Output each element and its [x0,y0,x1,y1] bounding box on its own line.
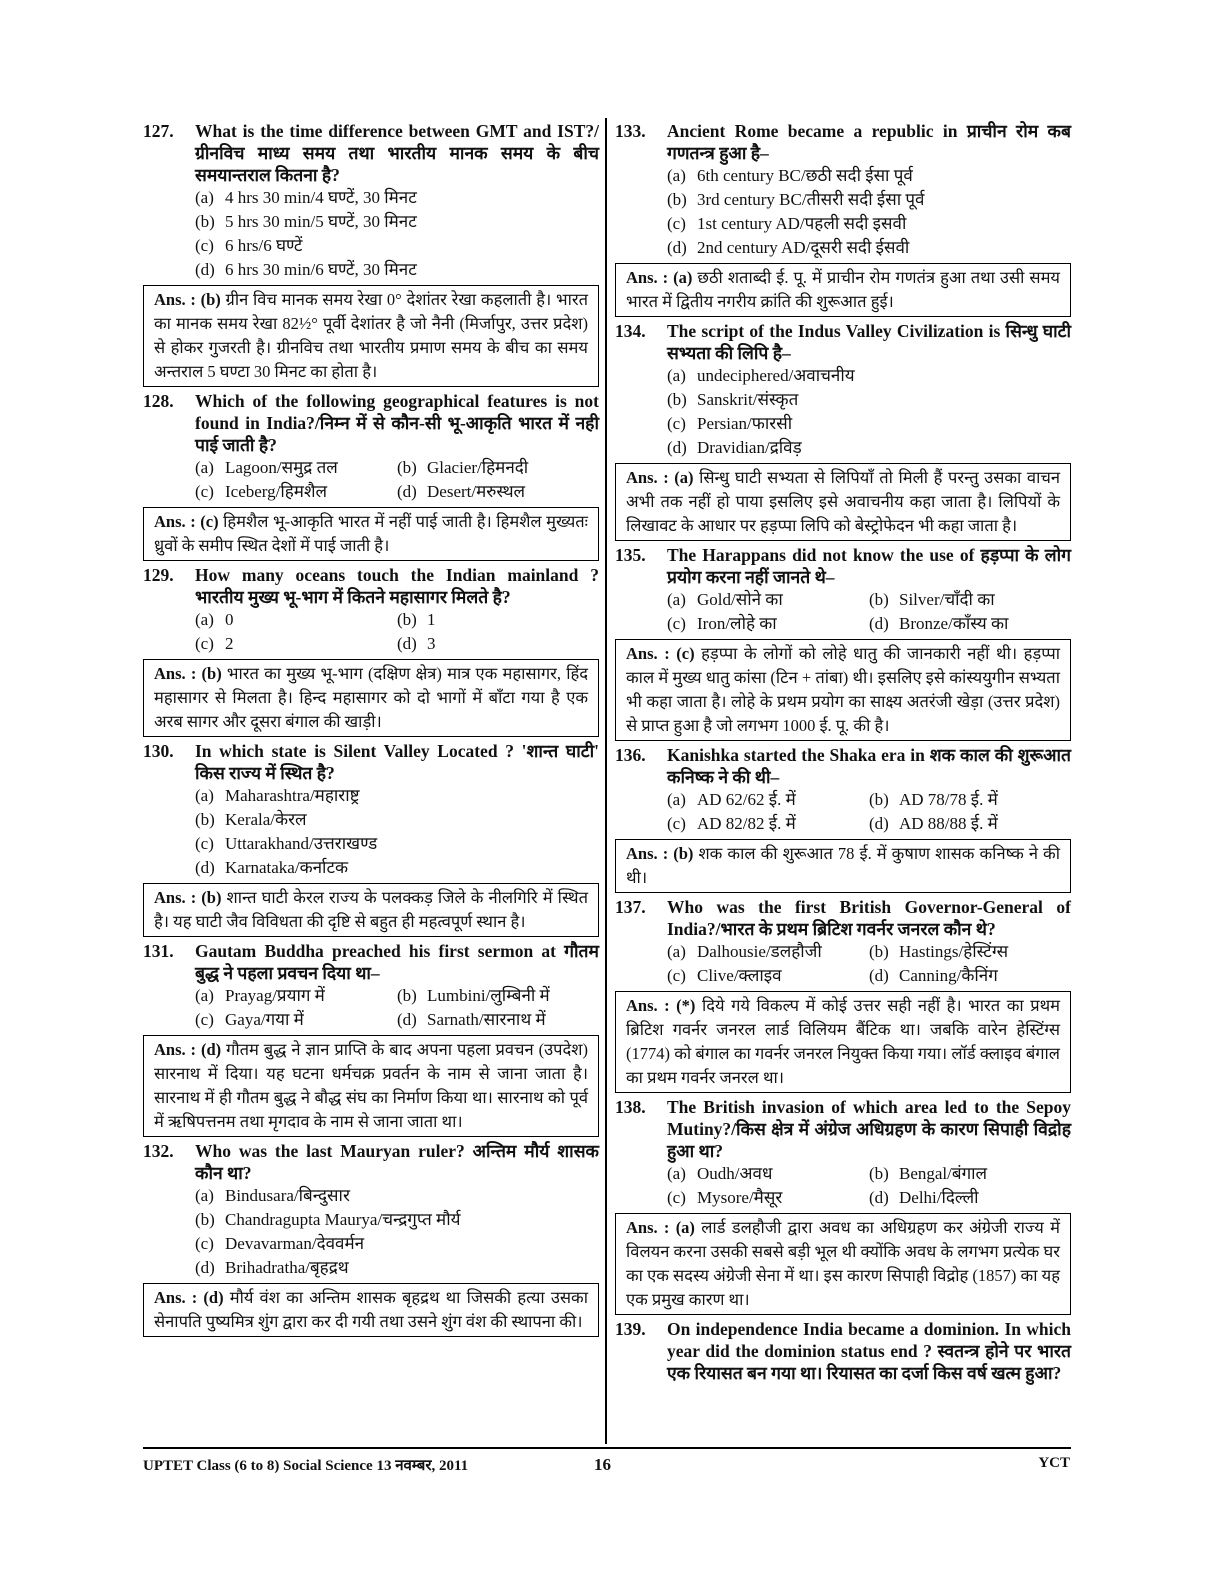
answer-label: Ans. : (c) [154,512,219,531]
option-text: Bengal/बंगाल [899,1164,988,1183]
option-row [195,608,599,632]
option-letter: (a) [667,590,686,609]
option-text: 3rd century BC/तीसरी सदी ईसा पूर्व [697,190,925,209]
question-number: 136. [615,745,646,765]
question-text: How many oceans touch the Indian mainland ? भारतीय मुख्य भू-भाग में कितने महासागर मिलते है? [195,565,599,607]
question-text: Ancient Rome became a republic in प्राचीन रोम कब गणतन्त्र हुआ है– [667,121,1071,163]
option-text: 6 hrs/6 घण्टें [225,236,303,255]
option-text: AD 62/62 ई. में [697,790,796,809]
question-text: Gautam Buddha preached his first sermon at गौतम बुद्ध ने पहला प्रवचन दिया था– [195,941,599,983]
question-text: Kanishka started the Shaka era in शक काल की शुरूआत कनिष्क ने की थी– [667,745,1071,787]
answer-explanation: हिमशैल भू-आकृति भारत में नहीं पाई जाती है। हिमशैल मुख्यतः ध्रुवों के समीप स्थित देशों में पाई जाती है। [154,512,588,555]
option-letter: (b) [667,190,687,209]
option-letter: (b) [869,790,889,809]
answer-label: Ans. : (b) [154,664,222,683]
answer-explanation: दिये गये विकल्प में कोई उत्तर सही नहीं है। भारत का प्रथम ब्रिटिश गवर्नर जनरल लार्ड विलियम बैंटिक था। जबकि वारेन हेस्टिंग्स (1774) को बंगाल का गवर्नर जनरल नियुक्त किया गया। लॉर्ड क्लाइव बंगाल का प्रथम गवर्नर जनरल था। [626,996,1060,1087]
question-number: 129. [143,565,174,585]
option [397,632,599,656]
option-letter: (a) [195,986,214,1005]
option [667,964,869,988]
option-letter: (d) [869,814,889,833]
page-number: 16 [594,1455,611,1474]
option-row [667,812,1071,836]
answer-box [615,1213,1071,1315]
option-letter: (d) [667,438,687,457]
answer-explanation: गौतम बुद्ध ने ज्ञान प्राप्ति के बाद अपना पहला प्रवचन (उपदेश) सारनाथ में दिया। यह घटना धर्मचक्र प्रवर्तन के नाम से जाना जाता है। सारनाथ में ही गौतम बुद्ध ने बौद्ध संघ का निर्माण किया था। सारनाथ को पूर्व में ऋषिपत्तनम तथा मृगदाव के नाम से जाना जाता था। [154,1040,588,1131]
option-letter: (a) [195,786,214,805]
question-number: 127. [143,121,174,141]
option-letter: (b) [667,390,687,409]
option [397,984,599,1008]
answer-label: Ans. : (a) [626,268,693,287]
question [615,544,1071,588]
answer-label: Ans. : (*) [626,996,696,1015]
option-letter: (d) [195,1258,215,1277]
option [195,1184,599,1208]
option [195,784,599,808]
answer-box [143,659,599,737]
option [667,1186,869,1210]
option [869,812,1071,836]
option [195,1208,599,1232]
answer-label: Ans. : (c) [626,644,695,663]
option-row [667,788,1071,812]
answer-box [143,1283,599,1337]
option-text: Lagoon/समुद्र तल [225,458,338,477]
option [195,984,397,1008]
option [195,234,599,258]
footer-publisher: YCT [1038,1455,1070,1471]
option [869,588,1071,612]
option-letter: (c) [195,634,214,653]
option-text: Dravidian/द्रविड़ [697,438,802,457]
question [615,896,1071,940]
question-number: 135. [615,545,646,565]
option [869,612,1071,636]
option-letter: (d) [869,614,889,633]
option-text: undeciphered/अवाचनीय [697,366,855,385]
option-letter: (a) [667,1164,686,1183]
option [195,456,397,480]
option-text: 6th century BC/छठी सदी ईसा पूर्व [697,166,913,185]
option [397,456,599,480]
answer-label: Ans. : (d) [154,1288,224,1307]
question-text: In which state is Silent Valley Located ? 'शान्त घाटी' किस राज्य में स्थित है? [195,741,599,783]
option [195,258,599,282]
option-row [195,984,599,1008]
option [667,212,1071,236]
option-letter: (c) [195,1234,214,1253]
answer-explanation: शान्त घाटी केरल राज्य के पलक्कड़ जिले के नीलगिरि में स्थित है। यह घाटी जैव विविधता की दृष्टि से बहुत ही महत्वपूर्ण स्थान है। [154,888,588,931]
option [667,188,1071,212]
option [667,812,869,836]
option-text: 5 hrs 30 min/5 घण्टें, 30 मिनट [225,212,417,231]
option-letter: (c) [667,614,686,633]
option [667,436,1071,460]
option-letter: (c) [195,834,214,853]
option [195,480,397,504]
option-letter: (a) [195,610,214,629]
option [195,186,599,210]
option [667,412,1071,436]
option-text: Maharashtra/महाराष्ट्र [225,786,360,805]
question-number: 138. [615,1097,646,1117]
option [667,364,1071,388]
option-text: 0 [225,610,234,629]
question [143,564,599,608]
question-text: What is the time difference between GMT and IST?/ग्रीनविच माध्य समय तथा भारतीय मानक समय के बीच समयान्तराल कितना है? [195,121,599,185]
option-letter: (d) [397,634,417,653]
option [195,608,397,632]
answer-box [143,883,599,937]
option-letter: (b) [397,610,417,629]
options [667,788,1071,836]
option-text: 3 [427,634,436,653]
option [869,788,1071,812]
option-letter: (a) [667,166,686,185]
option-row [667,612,1071,636]
question-text: The Harappans did not know the use of हड़प्पा के लोग प्रयोग करना नहीं जानते थे– [667,545,1071,587]
option-text: Uttarakhand/उत्तराखण्ड [225,834,378,853]
answer-explanation: मौर्य वंश का अन्तिम शासक बृहद्रथ था जिसकी हत्या उसका सेनापति पुष्यमित्र शुंग द्वारा कर दी गयी तथा उसने शुंग वंश की स्थापना की। [154,1288,588,1331]
question-text: On independence India became a dominion. In which year did the dominion status end ? स्वतन्त्र होने पर भारत एक रियासत बन गया था। रियासत का दर्जा किस वर्ष खत्म हुआ? [667,1319,1071,1383]
option-letter: (b) [869,590,889,609]
option [195,210,599,234]
answer-box [615,263,1071,317]
option-letter: (d) [397,482,417,501]
option-text: 4 hrs 30 min/4 घण्टें, 30 मिनट [225,188,417,207]
option-text: Gold/सोने का [697,590,783,609]
question-number: 128. [143,391,174,411]
answer-explanation: शक काल की शुरूआत 78 ई. में कुषाण शासक कनिष्क ने की थी। [626,844,1060,887]
question-text: Who was the last Mauryan ruler? अन्तिम मौर्य शासक कौन था? [195,1141,599,1183]
question [143,120,599,186]
option-letter: (b) [195,1210,215,1229]
option [667,388,1071,412]
option-letter: (a) [667,790,686,809]
option [195,832,599,856]
question [615,1096,1071,1162]
option [195,856,599,880]
option-text: 2 [225,634,234,653]
option-text: Sarnath/सारनाथ में [427,1010,546,1029]
option [667,588,869,612]
option [667,612,869,636]
question-number: 131. [143,941,174,961]
option [195,1256,599,1280]
option [195,1008,397,1032]
option-letter: (c) [667,966,686,985]
option [397,608,599,632]
question-number: 132. [143,1141,174,1161]
options [667,940,1071,988]
question [143,1140,599,1184]
options [667,164,1071,260]
option-letter: (b) [195,810,215,829]
option-text: Bindusara/बिन्दुसार [225,1186,350,1205]
question-number: 139. [615,1319,646,1339]
answer-label: Ans. : (b) [626,844,694,863]
option [397,1008,599,1032]
option [667,788,869,812]
answer-box [615,463,1071,541]
option-text: Bronze/काँस्य का [899,614,1009,633]
answer-explanation: ग्रीन विच मानक समय रेखा 0° देशांतर रेखा कहलाती है। भारत का मानक समय रेखा 82½° पूर्वी देशांतर है जो नैनी (मिर्जापुर, उत्तर प्रदेश) से होकर गुजरती है। ग्रीनविच तथा भारतीय प्रमाण समय के बीच का समय अन्तराल 5 घण्टा 30 मिनट का होता है। [154,290,588,381]
option-letter: (d) [667,238,687,257]
option-letter: (b) [869,1164,889,1183]
option-text: Silver/चाँदी का [899,590,995,609]
option-text: Oudh/अवध [697,1164,773,1183]
answer-box [143,1035,599,1137]
answer-label: Ans. : (a) [626,468,694,487]
option-letter: (d) [397,1010,417,1029]
option-row [195,480,599,504]
option-text: Iron/लोहे का [697,614,777,633]
option-letter: (c) [667,414,686,433]
options [667,1162,1071,1210]
option [667,940,869,964]
question-number: 134. [615,321,646,341]
question [615,1318,1071,1384]
option-text: Hastings/हेस्टिंग्स [899,942,1009,961]
option-letter: (c) [195,236,214,255]
option-row [667,940,1071,964]
answer-label: Ans. : (b) [154,290,221,309]
answer-label: Ans. : (d) [154,1040,222,1059]
option-row [195,1008,599,1032]
option-text: Persian/फारसी [697,414,793,433]
option-row [667,588,1071,612]
option-letter: (d) [869,966,889,985]
option-text: Karnataka/कर्नाटक [225,858,349,877]
answer-box [615,991,1071,1093]
option-text: Lumbini/लुम्बिनी में [427,986,550,1005]
option-text: Dalhousie/डलहौजी [697,942,822,961]
options [195,186,599,282]
options [195,984,599,1032]
option-letter: (b) [397,458,417,477]
option-text: 1st century AD/पहली सदी इसवी [697,214,907,233]
option-text: Kerala/केरल [225,810,307,829]
option-text: AD 82/82 ई. में [697,814,796,833]
options [667,588,1071,636]
option-text: Desert/मरुस्थल [427,482,526,501]
option-letter: (a) [195,1186,214,1205]
option-text: Sanskrit/संस्कृत [697,390,799,409]
answer-explanation: लार्ड डलहौजी द्वारा अवध का अधिग्रहण कर अंग्रेजी राज्य में विलयन करना उसकी सबसे बड़ी भूल थी क्योंकि अवध के लगभग प्रत्येक घर का एक सदस्य अंग्रेजी सेना में था। इस कारण सिपाही विद्रोह (1857) का यह एक प्रमुख कारण था। [626,1218,1061,1309]
question-text: Which of the following geographical features is not found in India?/निम्न में से कौन-सी भू-आकृति भारत में नही पाई जाती है? [195,391,599,455]
option-letter: (a) [667,942,686,961]
options [195,608,599,656]
question [143,390,599,456]
option [195,632,397,656]
option [195,808,599,832]
option-text: Mysore/मैसूर [697,1188,783,1207]
option-letter: (b) [397,986,417,1005]
option-letter: (d) [869,1188,889,1207]
option-letter: (a) [195,188,214,207]
option-row [195,456,599,480]
column-divider [605,118,607,1444]
option [869,964,1071,988]
option-letter: (c) [667,214,686,233]
option [869,1162,1071,1186]
question [143,940,599,984]
options [195,784,599,880]
option-text: 6 hrs 30 min/6 घण्टें, 30 मिनट [225,260,417,279]
option-text: Prayag/प्रयाग में [225,986,325,1005]
question [615,120,1071,164]
option-row [195,632,599,656]
option-row [667,964,1071,988]
question-text: Who was the first British Governor-General of India?/भारत के प्रथम ब्रिटिश गवर्नर जनरल कौन थे? [667,897,1071,939]
question-text: The script of the Indus Valley Civilization is सिन्धु घाटी सभ्यता की लिपि है– [667,321,1071,363]
right-column [615,118,1071,1384]
answer-explanation: छठी शताब्दी ई. पू. में प्राचीन रोम गणतंत्र हुआ तथा उसी समय भारत में द्वितीय नगरीय क्रांति की शुरूआत हुई। [626,268,1061,311]
answer-box [143,507,599,561]
option-text: Canning/कैनिंग [899,966,998,985]
option-text: Chandragupta Maurya/चन्द्रगुप्त मौर्य [225,1210,461,1229]
answer-box [143,285,599,387]
option-text: Brihadratha/बृहद्रथ [225,1258,349,1277]
footer-rule [143,1447,1071,1449]
option-text: Clive/क्लाइव [697,966,782,985]
question [143,740,599,784]
question-text: The British invasion of which area led to the Sepoy Mutiny?/किस क्षेत्र में अंग्रेज अधिग्रहण के कारण सिपाही विद्रोह हुआ था? [667,1097,1071,1161]
option-text: Delhi/दिल्ली [899,1188,979,1207]
answer-label: Ans. : (a) [626,1218,695,1237]
question-number: 137. [615,897,646,917]
option-letter: (a) [667,366,686,385]
option-letter: (c) [195,482,214,501]
option [869,940,1071,964]
option [869,1186,1071,1210]
option-text: 2nd century AD/दूसरी सदी ईसवी [697,238,910,257]
option [667,236,1071,260]
question-number: 130. [143,741,174,761]
left-column [143,118,599,1340]
question [615,320,1071,364]
option [667,1162,869,1186]
option [397,480,599,504]
option-text: Glacier/हिमनदी [427,458,529,477]
options [195,1184,599,1280]
option-letter: (c) [667,1188,686,1207]
option-text: Devavarman/देववर्मन [225,1234,365,1253]
option-letter: (a) [195,458,214,477]
option-text: AD 88/88 ई. में [899,814,998,833]
option-row [667,1162,1071,1186]
answer-label: Ans. : (b) [154,888,222,907]
footer-title: UPTET Class (6 to 8) Social Science 13 नवम्बर, 2011 [143,1458,469,1474]
option-row [667,1186,1071,1210]
answer-box [615,839,1071,893]
option-letter: (c) [667,814,686,833]
options [667,364,1071,460]
options [195,456,599,504]
option-text: Iceberg/हिमशैल [225,482,328,501]
option-text: AD 78/78 ई. में [899,790,998,809]
question [615,744,1071,788]
option-text: 1 [427,610,436,629]
question-number: 133. [615,121,646,141]
option [195,1232,599,1256]
option-letter: (d) [195,260,215,279]
answer-explanation: भारत का मुख्य भू-भाग (दक्षिण क्षेत्र) मात्र एक महासागर, हिंद महासागर से मिलता है। हिन्द महासागर को दो भागों में बाँटा गया है एक अरब सागर और दूसरा बंगाल की खाड़ी। [154,664,588,731]
option-letter: (b) [195,212,215,231]
answer-box [615,639,1071,741]
option-letter: (b) [869,942,889,961]
option-letter: (c) [195,1010,214,1029]
answer-explanation: हड़प्पा के लोगों को लोहे धातु की जानकारी नहीं थी। हड़प्पा काल में मुख्य धातु कांसा (टिन + तांबा) थी। इसलिए इसे कांस्ययुगीन सभ्यता भी कहा जाता है। लोहे के प्रथम प्रयोग का साक्ष्य अतरंजी खेड़ा (उत्तर प्रदेश) से प्राप्त हुआ है जो लगभग 1000 ई. पू. की है। [626,644,1060,735]
option [667,164,1071,188]
option-text: Gaya/गया में [225,1010,304,1029]
answer-explanation: सिन्धु घाटी सभ्यता से लिपियाँ तो मिली हैं परन्तु उसका वाचन अभी तक नहीं हो पाया इसलिए इसे अवाचनीय कहा जाता है। लिपियों के लिखावट के आधार पर हड़प्पा लिपि को बेस्ट्रोफेदन भी कहा जाता है। [626,468,1060,535]
option-letter: (d) [195,858,215,877]
